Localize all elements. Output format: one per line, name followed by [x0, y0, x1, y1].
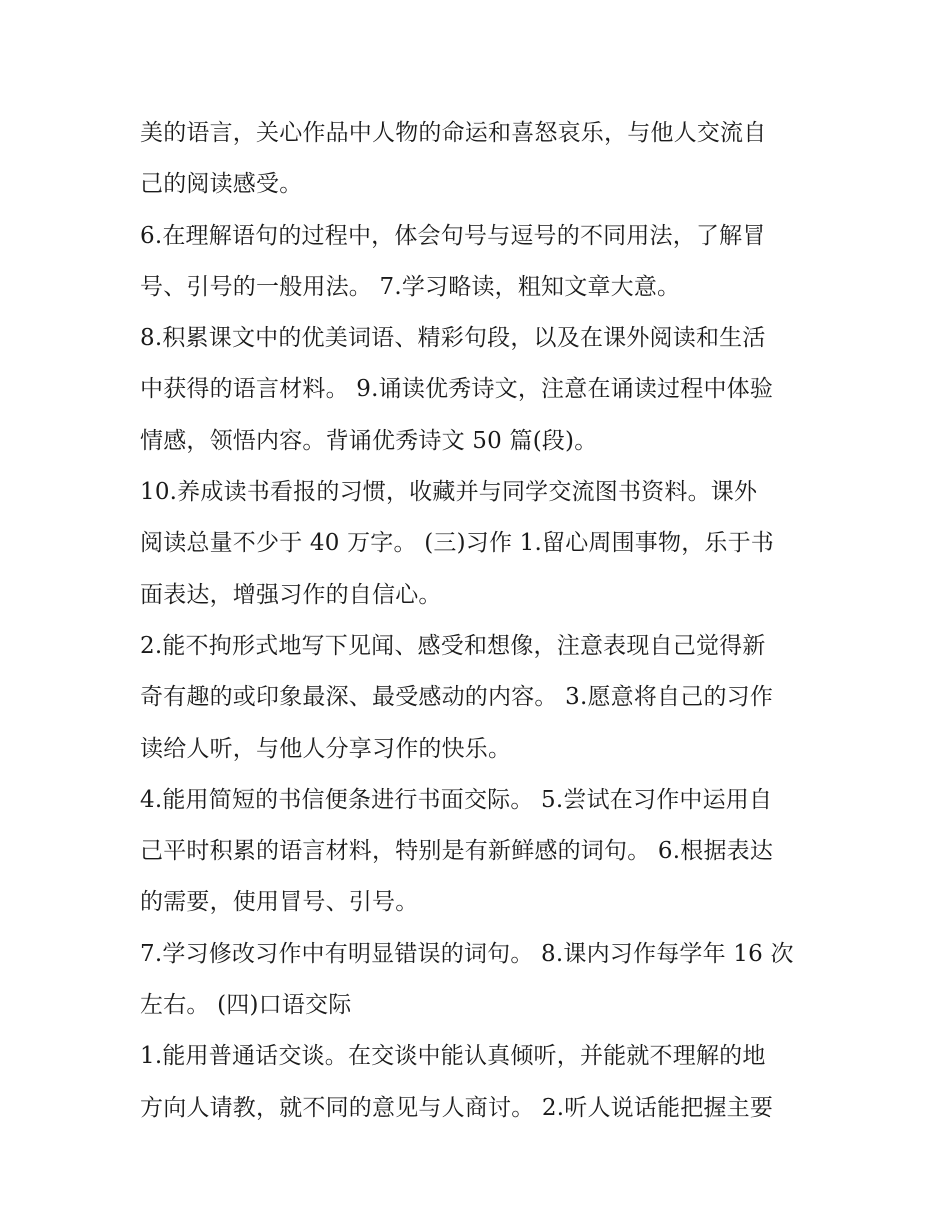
text-line: 左右。 (四)口语交际 [140, 992, 352, 1019]
text-line: 己的阅读感受。 [140, 171, 303, 198]
text-line: 读给人听，与他人分享习作的快乐。 [140, 735, 512, 762]
text-line: 的需要，使用冒号、引号。 [140, 889, 419, 916]
text-line: 美的语言，关心作品中人物的命运和喜怒哀乐，与他人交流自 [140, 120, 767, 146]
text-line: 8.积累课文中的优美词语、精彩句段，以及在课外阅读和生活 [140, 325, 766, 352]
text-line: 2.能不拘形式地写下见闻、感受和想像，注意表现自己觉得新 [140, 632, 766, 659]
text-line: 奇有趣的或印象最深、最受感动的内容。 3.愿意将自己的习作 [140, 684, 774, 711]
text-line: 己平时积累的语言材料，特别是有新鲜感的词句。 6.根据表达 [140, 838, 774, 865]
text-line: 面表达，增强习作的自信心。 [140, 581, 442, 608]
text-line: 情感，领悟内容。背诵优秀诗文 50 篇(段)。 [140, 427, 598, 454]
text-line: 中获得的语言材料。 9.诵读优秀诗文，注意在诵读过程中体验 [140, 376, 774, 403]
text-line: 7.学习修改习作中有明显错误的词句。 8.课内习作每学年 16 次 [140, 940, 794, 967]
text-line: 1.能用普通话交谈。在交谈中能认真倾听，并能就不理解的地 [140, 1043, 766, 1070]
text-line: 6.在理解语句的过程中，体会句号与逗号的不同用法，了解冒 [140, 222, 766, 249]
text-line: 阅读总量不少于 40 万字。 (三)习作 1.留心周围事物，乐于书 [140, 530, 775, 557]
document-body [140, 108, 820, 1134]
text-line: 4.能用简短的书信便条进行书面交际。 5.尝试在习作中运用自 [140, 786, 773, 813]
text-line: 方向人请教，就不同的意见与人商讨。 2.听人说话能把握主要 [140, 1094, 774, 1121]
text-line: 10.养成读书看报的习惯，收藏并与同学交流图书资料。课外 [140, 479, 758, 506]
text-line: 号、引号的一般用法。 7.学习略读，粗知文章大意。 [140, 273, 681, 300]
